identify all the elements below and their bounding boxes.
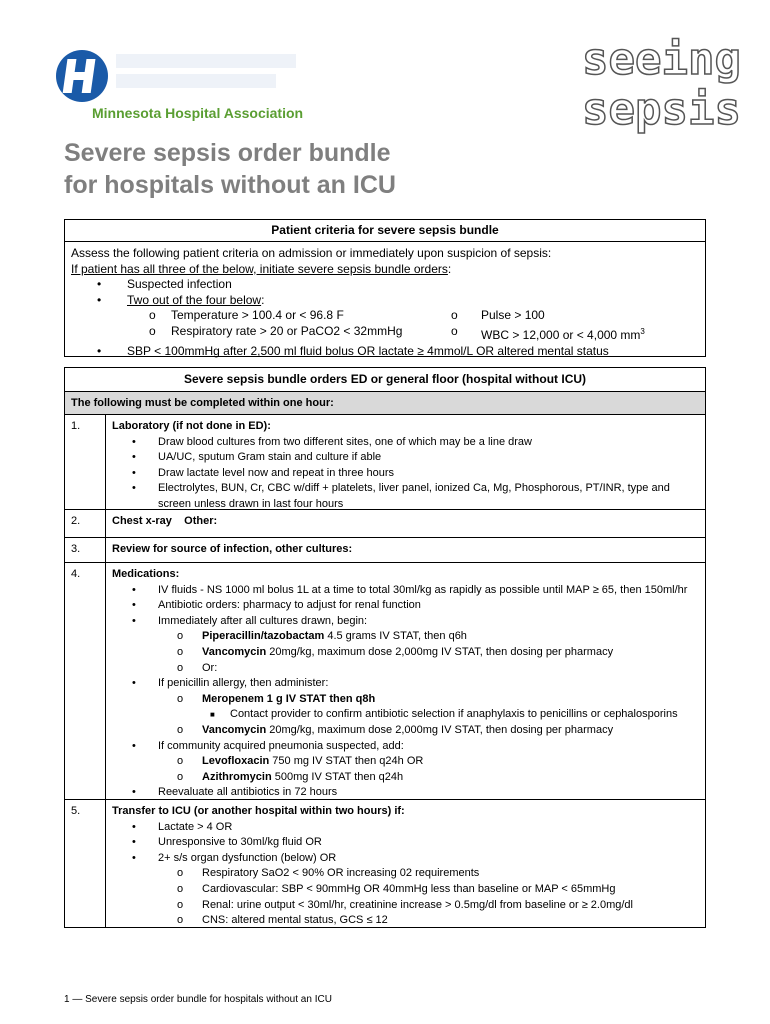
criteria-bullet: • Suspected infection bbox=[97, 277, 232, 292]
criteria-box bbox=[64, 219, 706, 357]
logo-line1: seeing bbox=[582, 34, 741, 85]
page-footer: 1 — Severe sepsis order bundle for hospitals without an ICU bbox=[64, 994, 332, 1005]
criteria-heading: Patient criteria for severe sepsis bundle bbox=[65, 220, 705, 242]
org-name: Minnesota Hospital Association bbox=[92, 105, 304, 121]
criteria-intro: Assess the following patient criteria on admission or immediately upon suspicion of sepsis: bbox=[71, 246, 552, 260]
order-row-source: 3. Review for source of infection, other cultures: bbox=[65, 538, 705, 563]
order-row-laboratory: 1. Laboratory (if not done in ED): • Draw blood cultures from two different sites, one of which may be a line draw • UA/UC, sputum Gram stain and culture if able • Draw lactate level now and repeat in three hours • Electrolytes, BUN, Cr, CBC w/diff + platelets, liver panel, ionized Ca, Mg, Phosphorous, PT/INR, type and screen unless drawn in last four hours bbox=[65, 415, 705, 510]
criteria-sub-row: o Temperature > 100.4 or < 96.8 F o Pulse > 100 bbox=[149, 308, 545, 323]
orders-heading: Severe sepsis bundle orders ED or general floor (hospital without ICU) bbox=[65, 368, 705, 392]
orders-box bbox=[64, 367, 706, 928]
seeing-sepsis-logo bbox=[580, 30, 741, 135]
order-row-chest-xray: 2. Chest x-ray Other: bbox=[65, 510, 705, 538]
criteria-bullet: • Two out of the four below: bbox=[97, 292, 265, 307]
order-row-transfer: 5. Transfer to ICU (or another hospital within two hours) if: • Lactate > 4 OR • Unresponsive to 30ml/kg fluid OR • 2+ s/s organ dysfunction (below) OR o Respiratory SaO2 < 90% OR increasing 02 requirements o Cardiovascular: SBP < 90mmHg OR 40mmHg less than baseline or MAP < 65mmHg o Renal: urine output < 30ml/hr, creatinine increase > 0.5mg/dl from baseline or ≥ 2.0mg/dl o CNS: altered mental status, GCS ≤ 12 bbox=[65, 800, 705, 928]
order-row-medications: 4. Medications: • IV fluids - NS 1000 ml bolus 1L at a time to total 30ml/kg as rapidly as possible until MAP ≥ 65, then 150ml/hr • Antibiotic orders: pharmacy to adjust for renal function • Immediately after all cultures drawn, begin: o Piperacillin/tazobactam 4.5 grams IV STAT, then q6h o Vancomycin 20mg/kg, maximum dose 2,000mg IV STAT, then dosing per pharmacy o Or: • If penicillin allergy, then administer: o Meropenem 1 g IV STAT then q8h ■ Contact provider to confirm antibiotic selection if anaphylaxis to penicillins or cephalosporins o Vancomycin 20mg/kg, maximum dose 2,000mg IV STAT, then dosing per pharmacy • If community acquired pneumonia suspected, add: o Levofloxacin 750 mg IV STAT then q24h OR o Azithromycin 500mg IV STAT then q24h • Reevaluate all antibiotics in 72 hours bbox=[65, 563, 705, 800]
mha-logo bbox=[56, 48, 316, 124]
page-title: Severe sepsis order bundle for hospitals without an ICU bbox=[64, 139, 396, 199]
criteria-sub-row: o Respiratory rate > 20 or PaCO2 < 32mmHg o WBC > 12,000 or < 4,000 $mm^3$ bbox=[149, 323, 645, 342]
criteria-bullet: • SBP < 100mmHg after 2,500 ml fluid bolus OR lactate ≥ 4mmol/L OR altered mental status bbox=[97, 343, 609, 358]
logo-line2: sepsis bbox=[582, 84, 741, 135]
criteria-condition: If patient has all three of the below, initiate severe sepsis bundle orders: bbox=[71, 261, 452, 276]
orders-subheading: The following must be completed within one hour: bbox=[65, 392, 705, 415]
